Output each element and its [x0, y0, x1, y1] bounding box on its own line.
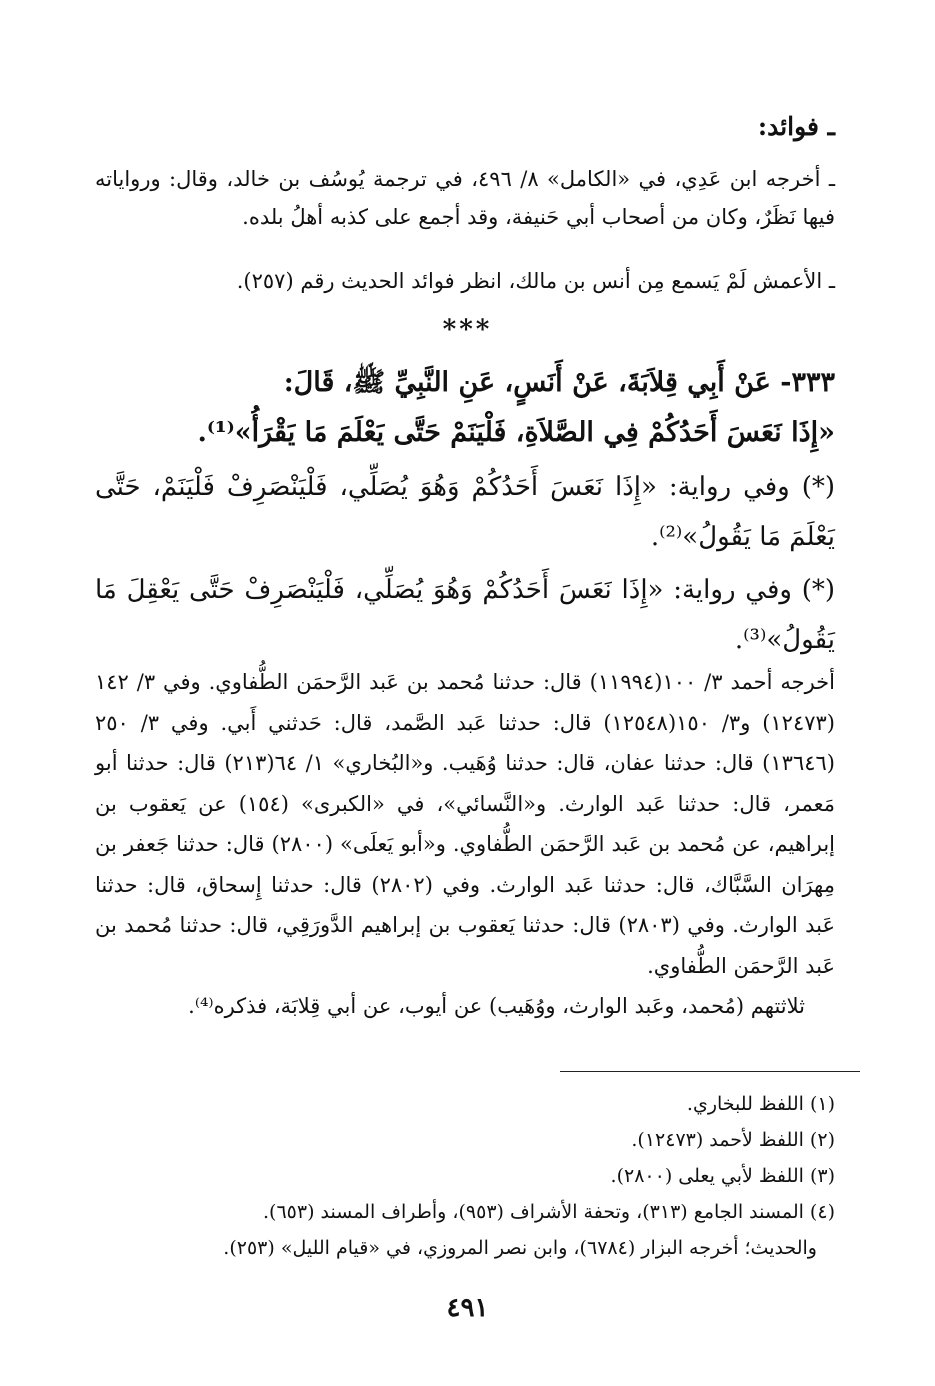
benefit-note: ـ الأعمش لَمْ يَسمع مِن أنس بن مالك، انظر فوائد الحديث رقم (٢٥٧). — [236, 269, 835, 293]
footnote: (٢) اللفظ لأحمد (١٢٤٧٣). — [631, 1129, 835, 1151]
footnote-divider — [560, 1071, 860, 1072]
takhrij-summary: ثلاثتهم (مُحمد، وعَبد الوارث، ووُهَيب) عن أيوب، عن أبي قِلابَة، فذكره⁽⁴⁾. — [188, 994, 805, 1018]
hadith-variant: (*) وفي رواية: «إِذَا نَعَسَ أَحَدُكُمْ وَهُوَ يُصَلِّي، فَلْيَنْصَرِفْ حَتَّى يَعْقِلَ مَا يَقُولُ»⁽³⁾. — [95, 575, 835, 655]
takhrij-paragraph: أخرجه أحمد ٣/ ١٠٠(١١٩٩٤) قال: حدثنا مُحمد بن عَبد الرَّحمَن الطُّفاوي. وفي ٣/ ١٤٢ (١٢٤٧٣) و٣/ ١٥٠(١٢٥٤٨) قال: حدثنا عَبد الصَّمد، قال: حَدثني أَبي. وفي ٣/ ٢٥٠ (١٣٦٤٦) قال: حدثنا عفان، قال: حدثنا وُهَيب. و«البُخاري» ١/ ٦٤(٢١٣) قال: حدثنا أبو مَعمر، قال: حدثنا عَبد الوارث. و«النَّسائي»، في «الكبرى» (١٥٤) عن يَعقوب بن إبراهيم، عن مُحمد بن عَبد الرَّحمَن الطُّفاوي. و«أبو يَعلَى» (٢٨٠٠) قال: حدثنا جَعفر بن مِهرَان السَّبَّاك، قال: حدثنا عَبد الوارث. وفي (٢٨٠٢) قال: حدثنا إِسحاق، قال: حدثنا عَبد الوارث. وفي (٢٨٠٣) قال: حدثنا يَعقوب بن إبراهيم الدَّورَقِي، قال: حدثنا مُحمد بن عَبد الرَّحمَن الطُّفاوي. — [95, 670, 835, 978]
footnote: (٣) اللفظ لأبي يعلى (٢٨٠٠). — [610, 1165, 835, 1187]
footnotes — [95, 1086, 835, 1266]
footnote: (٤) المسند الجامع (٣١٣)، وتحفة الأشراف (٩٥٣)، وأطراف المسند (٦٥٣). — [263, 1201, 835, 1223]
hadith-number: ٣٣٣- — [780, 367, 835, 398]
benefits-heading: ـ فوائد: — [757, 112, 835, 141]
section-separator: *** — [442, 315, 493, 345]
hadith-variant: (*) وفي رواية: «إِذَا نَعَسَ أَحَدُكُمْ وَهُوَ يُصَلِّي، فَلْيَنْصَرِفْ فَلْيَنَمْ، حَتَّى يَعْلَمَ مَا يَقُولُ»⁽²⁾. — [95, 472, 835, 552]
hadith-isnad: عَنْ أَبِي قِلاَبَةَ، عَنْ أَنَسٍ، عَنِ النَّبِيِّ ﷺ، قَالَ: — [283, 367, 771, 398]
footnote: (١) اللفظ للبخاري. — [686, 1093, 835, 1115]
footnote: والحديث؛ أخرجه البزار (٦٧٨٤)، وابن نصر المروزي، في «قيام الليل» (٢٥٣). — [223, 1237, 817, 1259]
takhrij-section — [95, 662, 835, 1027]
hadith-matn: «إِذَا نَعَسَ أَحَدُكُمْ فِي الصَّلاَةِ، فَلْيَنَمْ حَتَّى يَعْلَمَ مَا يَقْرَأُ»⁽¹⁾. — [197, 417, 835, 448]
benefit-note: ـ أخرجه ابن عَدِي، في «الكامل» ٨/ ٤٩٦، في ترجمة يُوسُف بن خالد، وقال: ورواياته فيها نَظَرٌ، وكان من أصحاب أبي حَنيفة، وقد أجمع على كذبه أهلُ بلده. — [95, 167, 835, 229]
page-number: ٤٩١ — [446, 1293, 489, 1323]
hadith-text — [95, 358, 835, 458]
